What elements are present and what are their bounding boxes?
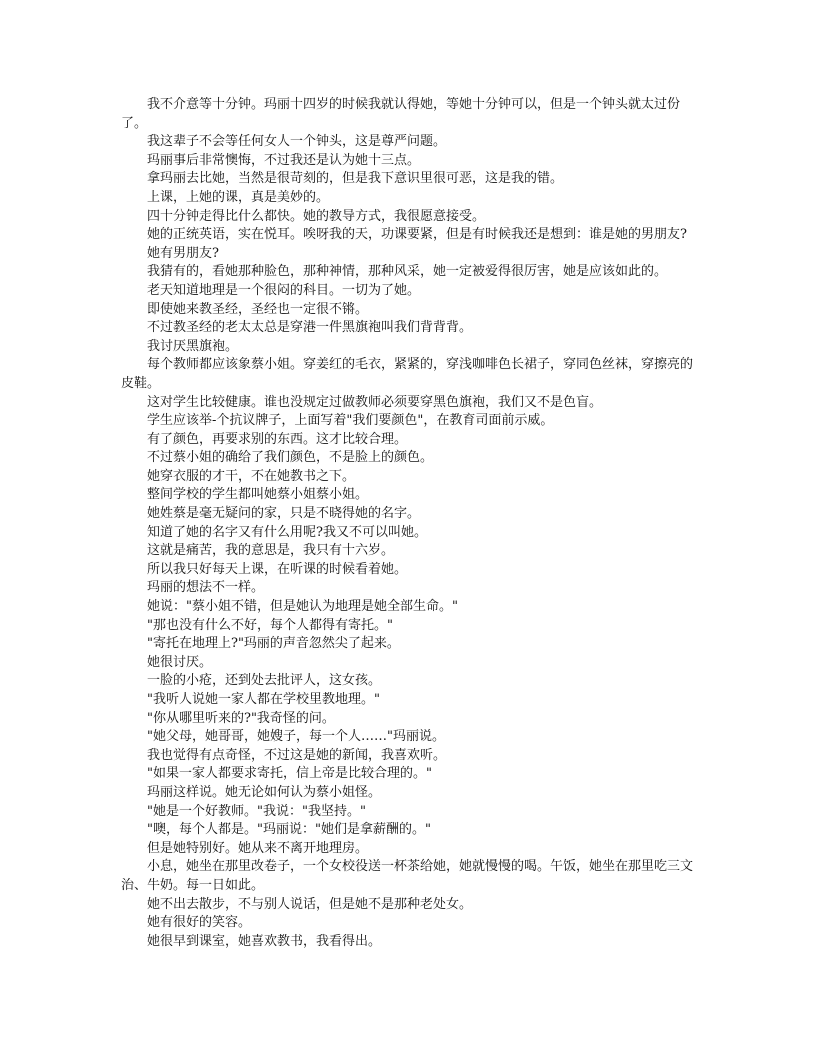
paragraph: 小息，她坐在那里改卷子，一个女校役送一杯茶给她，她就慢慢的喝。午饭，她坐在那里吃三文治、牛奶。每一日如此。 bbox=[121, 859, 694, 893]
paragraph: 我也觉得有点奇怪，不过这是她的新闻，我喜欢听。 bbox=[147, 747, 447, 763]
paragraph: 学生应该举-个抗议牌子，上面写着"我们要颜色"，在教育司面前示威。 bbox=[147, 413, 554, 429]
paragraph: 但是她特别好。她从来不离开地理房。 bbox=[147, 840, 369, 856]
paragraph: 我讨厌黑旗袍。 bbox=[147, 338, 239, 354]
paragraph: 一脸的小疮，还到处去批评人，这女孩。 bbox=[147, 673, 382, 689]
paragraph: 有了颜色，再要求别的东西。这才比较合理。 bbox=[147, 431, 408, 447]
paragraph: 玛丽这样说。她无论如何认为蔡小姐怪。 bbox=[147, 784, 382, 800]
paragraph: 即使她来教圣经，圣经也一定很不锵。 bbox=[147, 301, 369, 317]
paragraph: 上课，上她的课，真是美妙的。 bbox=[147, 189, 330, 205]
paragraph: 每个教师都应该象蔡小姐。穿姜红的毛衣，紧紧的，穿浅咖啡色长裙子，穿同色丝袜，穿擦亮的皮鞋。 bbox=[121, 357, 694, 391]
document-page bbox=[121, 96, 701, 951]
paragraph: 不过蔡小姐的确给了我们颜色，不是脸上的颜色。 bbox=[147, 450, 434, 466]
paragraph: 四十分钟走得比什么都快。她的教导方式，我很愿意接受。 bbox=[147, 208, 486, 224]
paragraph: 她穿衣服的才干，不在她教书之下。 bbox=[147, 468, 356, 484]
paragraph: 玛丽事后非常懊悔，不过我还是认为她十三点。 bbox=[147, 152, 421, 168]
paragraph: "她是一个好教师。"我说："我坚持。" bbox=[147, 803, 366, 819]
paragraph: 她不出去散步，不与别人说话，但是她不是那种老处女。 bbox=[147, 896, 473, 912]
paragraph: 整间学校的学生都叫她蔡小姐蔡小姐。 bbox=[147, 487, 369, 503]
paragraph: 所以我只好每天上课，在听课的时候看着她。 bbox=[147, 561, 408, 577]
paragraph: "如果一家人都要求寄托，信上帝是比较合理的。" bbox=[147, 766, 432, 782]
paragraph: "寄托在地理上?"玛丽的声音忽然尖了起来。 bbox=[147, 636, 400, 652]
paragraph: 这就是痛苦，我的意思是，我只有十六岁。 bbox=[147, 543, 395, 559]
paragraph: "你从哪里听来的?"我奇怪的问。 bbox=[147, 710, 335, 726]
paragraph: 她姓蔡是毫无疑问的家，只是不晓得她的名字。 bbox=[147, 506, 421, 522]
paragraph: 她说："蔡小姐不错，但是她认为地理是她全部生命。" bbox=[147, 599, 458, 615]
paragraph: 我不介意等十分钟。玛丽十四岁的时候我就认得她，等她十分钟可以，但是一个钟头就太过份了。 bbox=[121, 97, 681, 131]
paragraph: 玛丽的想法不一样。 bbox=[147, 580, 265, 596]
paragraph: "我听人说她一家人都在学校里教地理。" bbox=[147, 692, 380, 707]
paragraph: "噢，每个人都是。"玛丽说："她们是拿薪酬的。" bbox=[147, 822, 431, 838]
paragraph: 她有男朋友? bbox=[147, 245, 219, 261]
paragraph: "她父母，她哥哥，她嫂子，每一个人……"玛丽说。 bbox=[147, 729, 445, 745]
paragraph: 我猜有的，看她那种脸色，那种神情，那种风采，她一定被爱得很厉害，她是应该如此的。 bbox=[147, 264, 668, 280]
paragraph: 知道了她的名字又有什么用呢?我又不可以叫她。 bbox=[147, 524, 427, 540]
paragraph: 这对学生比较健康。谁也没规定过做教师必须要穿黑色旗袍，我们又不是色盲。 bbox=[147, 394, 603, 410]
paragraph: 她有很好的笑容。 bbox=[147, 915, 252, 931]
paragraph: 她的正统英语，实在悦耳。唉呀我的天，功课要紧，但是有时候我还是想到：谁是她的男朋友? bbox=[147, 227, 687, 243]
paragraph: 她很讨厌。 bbox=[147, 654, 213, 670]
paragraph: 拿玛丽去比她，当然是很苛刻的，但是我下意识里很可恶，这是我的错。 bbox=[147, 171, 564, 187]
paragraph: 我这辈子不会等任何女人一个钟头，这是尊严问题。 bbox=[147, 134, 447, 150]
paragraph: 老天知道地理是一个很闷的科目。一切为了她。 bbox=[147, 282, 421, 298]
paragraph: 她很早到课室，她喜欢教书，我看得出。 bbox=[147, 933, 382, 949]
paragraph: "那也没有什么不好，每个人都得有寄托。" bbox=[147, 617, 393, 633]
paragraph: 不过教圣经的老太太总是穿港一件黑旗袍叫我们背背背。 bbox=[147, 320, 473, 336]
